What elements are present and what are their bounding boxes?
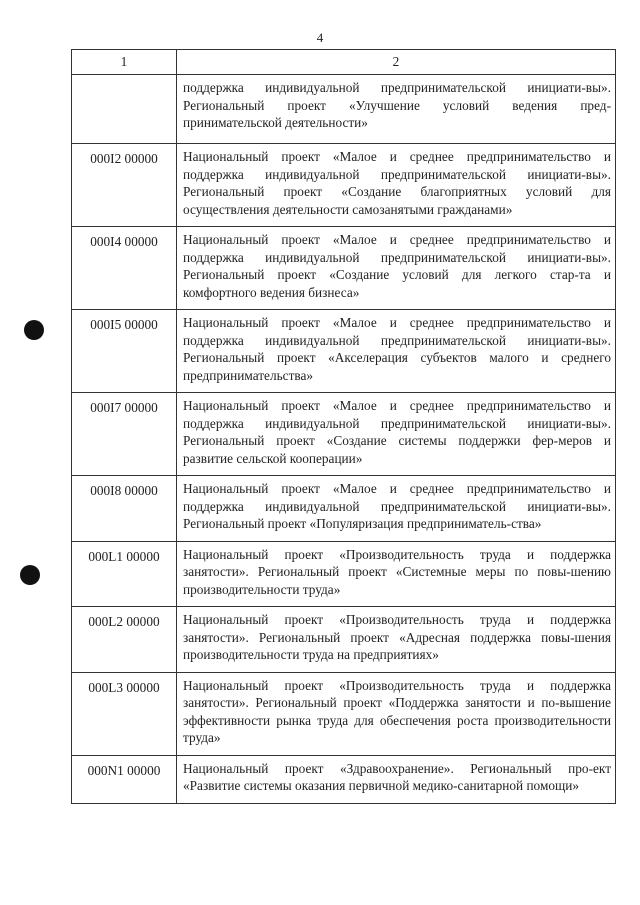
table-row: [72, 227, 616, 310]
row-description: Национальный проект «Малое и среднее предпринимательство и поддержка индивидуальной предпринимательской инициати-вы». Региональный проект «Создание благоприятных условий для осуществления деятельности самозанятыми гражданами»: [177, 144, 616, 227]
page-number: 4: [316, 30, 324, 45]
row-code: 000L1 00000: [72, 541, 177, 607]
row-code: 000I4 00000: [72, 227, 177, 310]
table-header-row: [72, 50, 616, 75]
row-code: 000I2 00000: [72, 144, 177, 227]
table-row: [72, 75, 616, 144]
row-description: Национальный проект «Производительность труда и поддержка занятости». Региональный проект «Поддержка занятости и по-вышение эффективности рынка труда для обеспечения роста производительности труда»: [177, 672, 616, 755]
table-row: [72, 393, 616, 476]
row-code: 000L3 00000: [72, 672, 177, 755]
table-row: [72, 672, 616, 755]
row-code: 000I7 00000: [72, 393, 177, 476]
row-description: Национальный проект «Здравоохранение». Региональный про-ект «Развитие системы оказания первичной медико-санитарной помощи»: [177, 755, 616, 803]
row-description: Национальный проект «Производительность труда и поддержка занятости». Региональный проект «Системные меры по повы-шению производительности труда»: [177, 541, 616, 607]
row-code: [72, 75, 177, 144]
budget-classification-table: [71, 49, 616, 804]
table-row: [72, 476, 616, 542]
table-row: [72, 755, 616, 803]
row-description: Национальный проект «Малое и среднее предпринимательство и поддержка индивидуальной предпринимательской инициати-вы». Региональный проект «Популяризация предприниматель-ства»: [177, 476, 616, 542]
row-description: Национальный проект «Малое и среднее предпринимательство и поддержка индивидуальной предпринимательской инициати-вы». Региональный проект «Акселерация субъектов малого и среднего предпринимательства»: [177, 310, 616, 393]
row-code: 000I5 00000: [72, 310, 177, 393]
row-description: Национальный проект «Малое и среднее предпринимательство и поддержка индивидуальной предпринимательской инициати-вы». Региональный проект «Создание условий для легкого стар-та и комфортного ведения бизнеса»: [177, 227, 616, 310]
punch-hole-lower: [20, 565, 40, 585]
table-row: [72, 607, 616, 673]
row-description: Национальный проект «Малое и среднее предпринимательство и поддержка индивидуальной предпринимательской инициати-вы». Региональный проект «Создание системы поддержки фер-меров и развитие сельской кооперации»: [177, 393, 616, 476]
table-row: [72, 541, 616, 607]
column-header-code: 1: [72, 50, 177, 75]
table-row: [72, 310, 616, 393]
punch-hole-upper: [24, 320, 44, 340]
column-header-description: 2: [177, 50, 616, 75]
row-code: 000I8 00000: [72, 476, 177, 542]
row-description: поддержка индивидуальной предпринимательской инициати-вы». Региональный проект «Улучшение условий ведения пред-принимательской деятельности»: [177, 75, 616, 144]
row-description: Национальный проект «Производительность труда и поддержка занятости». Региональный проект «Адресная поддержка повы-шения производительности труда на предприятиях»: [177, 607, 616, 673]
row-code: 000L2 00000: [72, 607, 177, 673]
table-row: [72, 144, 616, 227]
row-code: 000N1 00000: [72, 755, 177, 803]
